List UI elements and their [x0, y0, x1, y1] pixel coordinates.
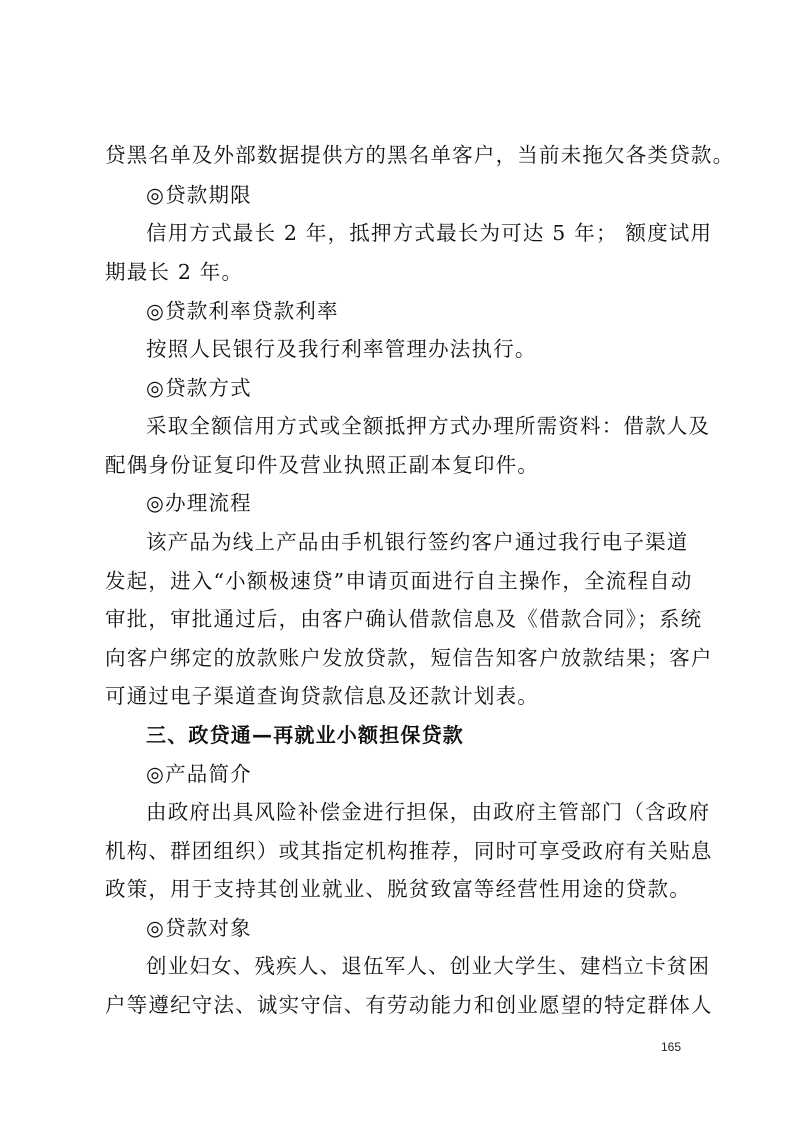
body-line: 按照人民银行及我行利率管理办法执行。	[146, 337, 537, 361]
body-line: 由政府出具风险补偿金进行担保，由政府主管部门（含政府	[146, 800, 711, 824]
body-line: 创业妇女、残疾人、退伍军人、创业大学生、建档立卡贫困	[146, 954, 711, 978]
body-line: 审批，审批通过后，由客户确认借款信息及《借款合同》；系统	[105, 607, 703, 631]
body-line: 可通过电子渠道查询贷款信息及还款计划表。	[105, 684, 539, 708]
section-heading: 三、政贷通—再就业小额担保贷款	[146, 723, 464, 747]
body-line: 户等遵纪守法、诚实守信、有劳动能力和创业愿望的特定群体人	[105, 993, 713, 1017]
body-line: 机构、群团组织）或其指定机构推荐，同时可享受政府有关贴息	[105, 839, 713, 863]
page-number: 165	[661, 1040, 682, 1054]
body-line: 采取全额信用方式或全额抵押方式办理所需资料：借款人及	[146, 414, 711, 438]
body-line: 向客户绑定的放款账户发放贷款，短信告知客户放款结果；客户	[105, 646, 713, 670]
body-line: 政策，用于支持其创业就业、脱贫致富等经营性用途的贷款。	[105, 877, 691, 901]
body-line: 该产品为线上产品由手机银行签约客户通过我行电子渠道	[146, 530, 689, 554]
subheading-product-intro: ◎产品简介	[146, 762, 252, 786]
subheading-loan-method: ◎贷款方式	[146, 376, 252, 400]
subheading-interest-rate: ◎贷款利率贷款利率	[146, 299, 339, 323]
subheading-process: ◎办理流程	[146, 491, 252, 515]
body-line: 贷黑名单及外部数据提供方的黑名单客户，当前未拖欠各类贷款。	[105, 143, 735, 167]
body-line: 信用方式最长 2 年，抵押方式最长为可达 5 年； 额度试用	[146, 221, 713, 245]
subheading-loan-term: ◎贷款期限	[146, 183, 252, 207]
body-line: 期最长 2 年。	[105, 260, 244, 284]
body-line: 配偶身份证复印件及营业执照正副本复印件。	[105, 453, 539, 477]
body-line: 发起，进入“小额极速贷”申请页面进行自主操作，全流程自动	[105, 569, 693, 593]
subheading-loan-target: ◎贷款对象	[146, 916, 252, 940]
